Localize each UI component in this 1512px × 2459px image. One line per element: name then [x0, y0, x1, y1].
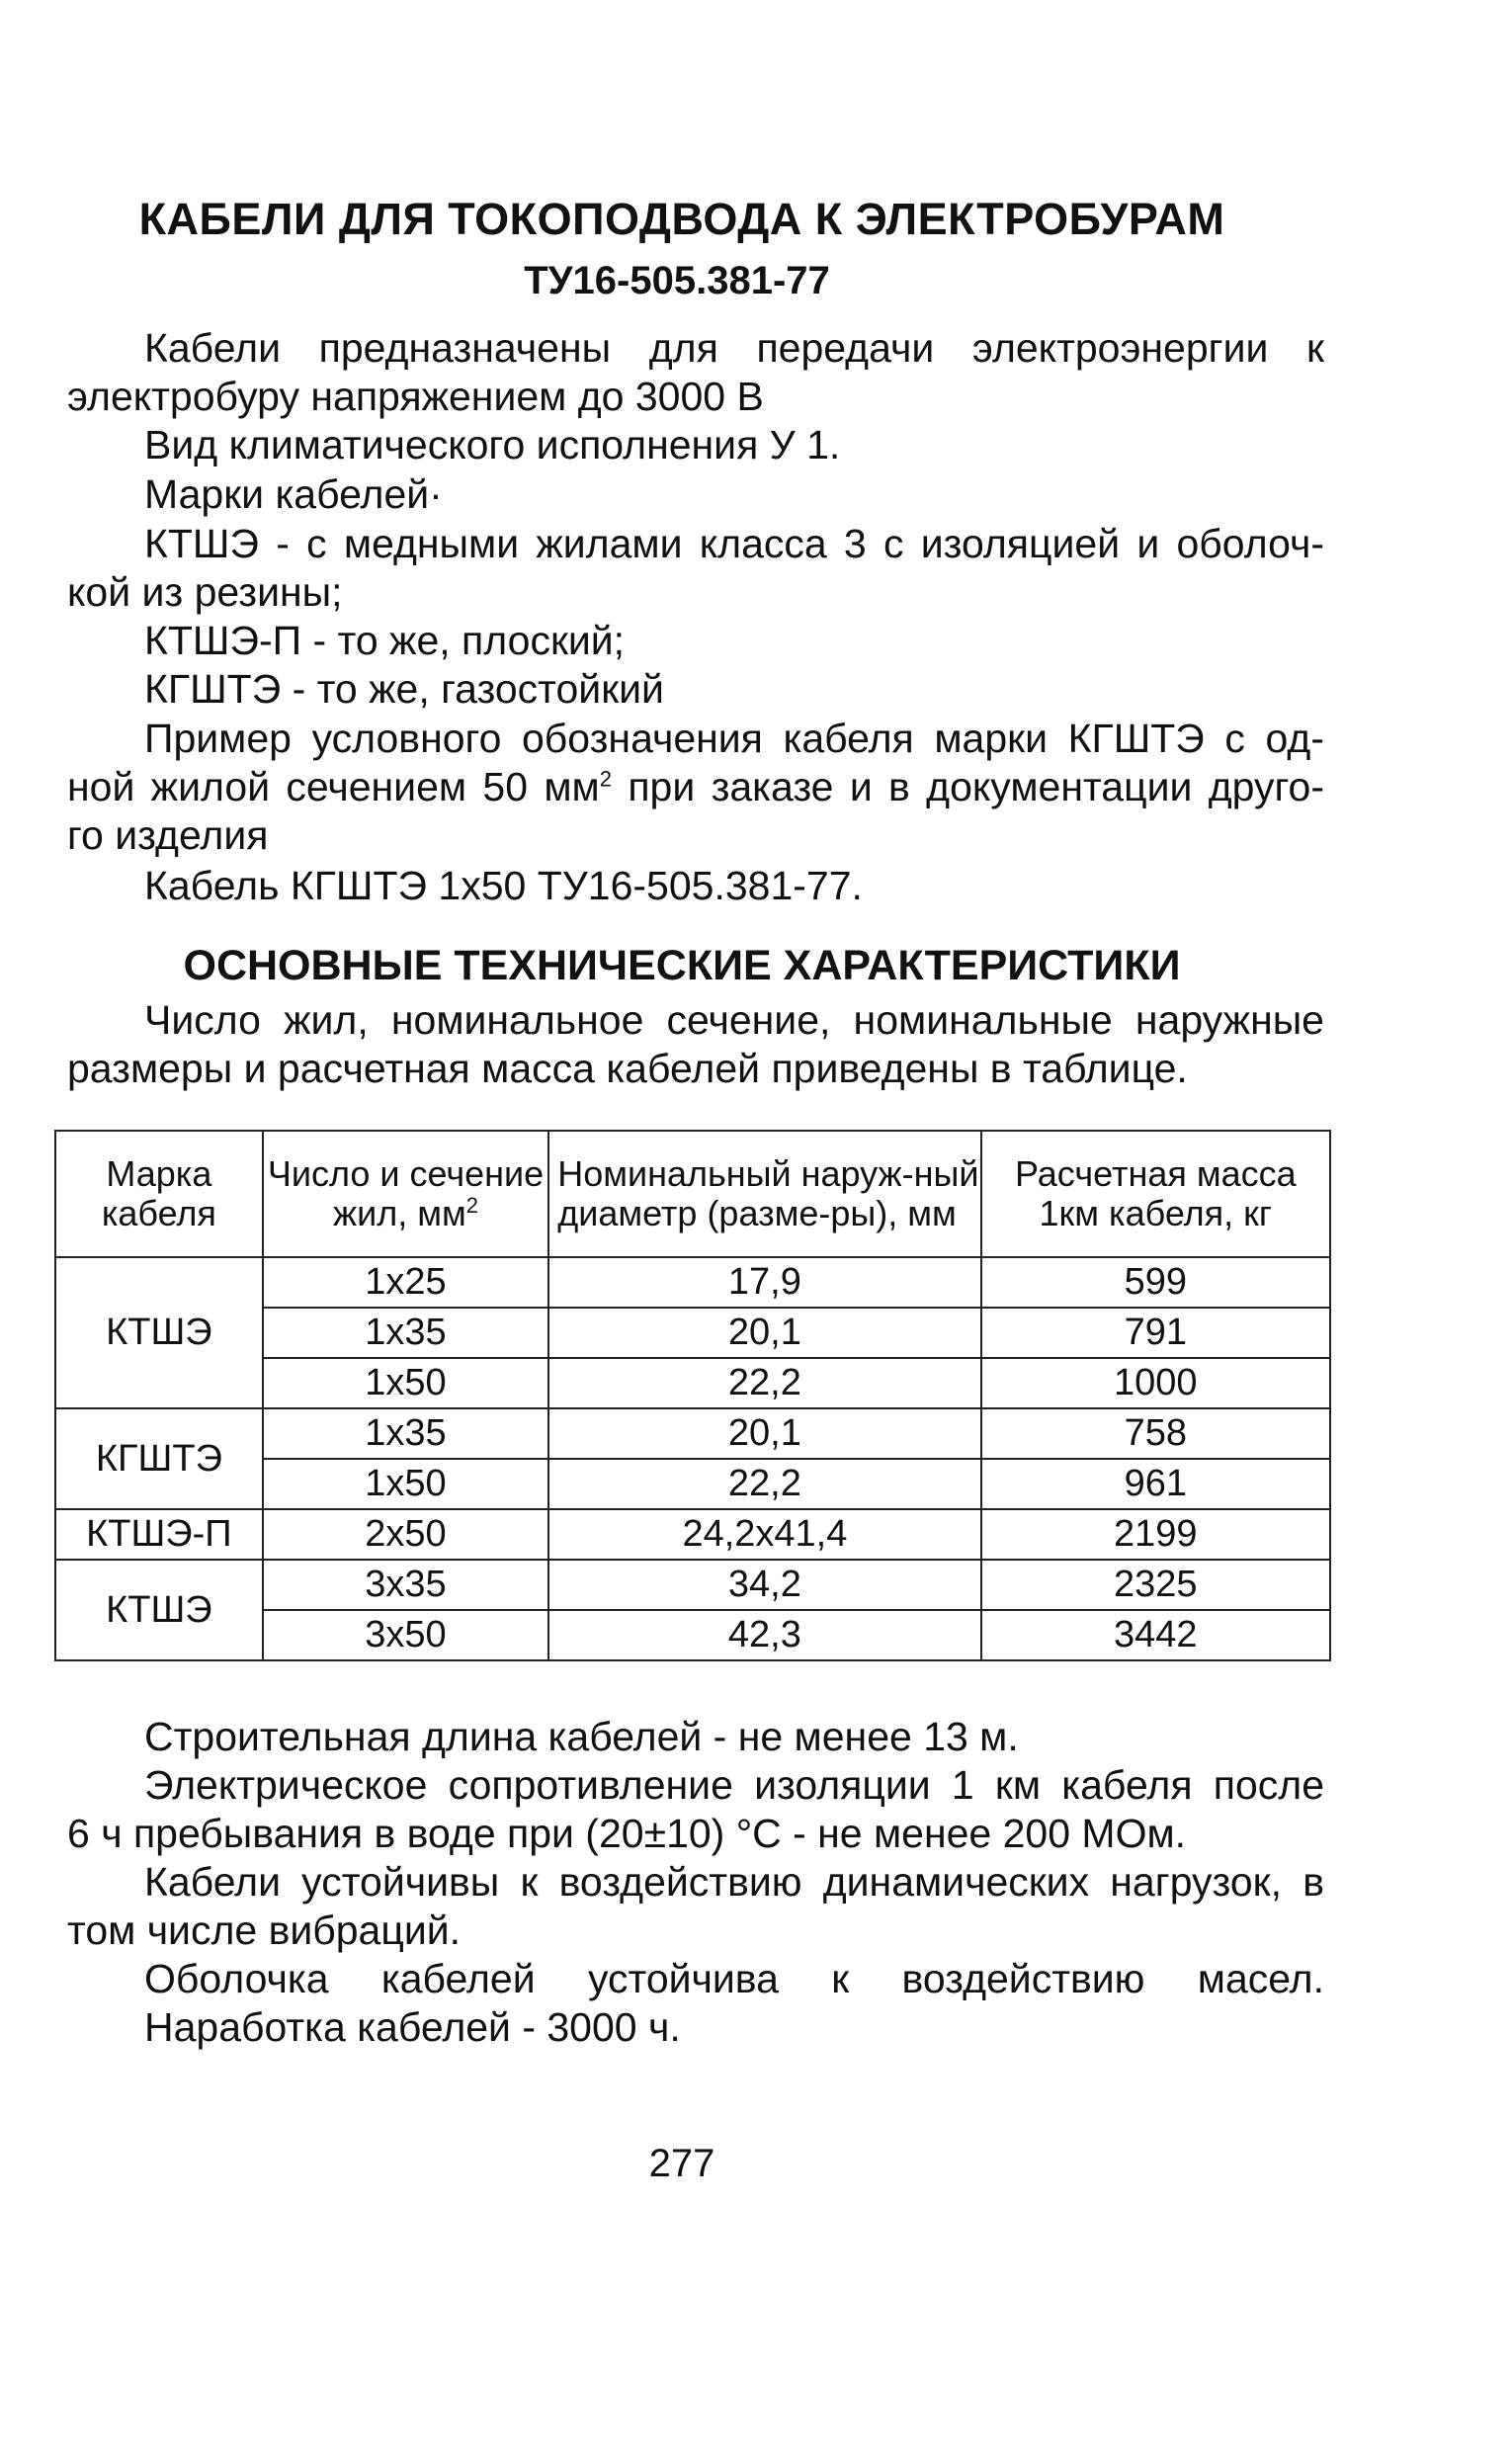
ktshe-line-2: кой из резины; [67, 569, 343, 615]
cell-cores: 1x50 [263, 1358, 548, 1408]
cell-brand: КТШЭ [55, 1257, 263, 1408]
brand-ktshe-description [67, 520, 1324, 617]
cell-cores: 1x50 [263, 1459, 548, 1509]
oil-text: Оболочка кабелей устойчива к воздействию масел. [144, 1956, 1324, 2001]
cell-cores: 1x35 [263, 1408, 548, 1459]
dynamic-line-2: том числе вибраций. [67, 1908, 462, 1953]
cell-diameter: 42,3 [548, 1610, 980, 1660]
section-intro-line-2: размеры и расчетная масса кабелей приведены в таблице. [67, 1046, 1188, 1091]
cell-mass: 961 [981, 1459, 1330, 1509]
cell-mass: 599 [981, 1257, 1330, 1308]
designation-example-value [67, 862, 1324, 910]
table-row [55, 1408, 1330, 1459]
spec-number: ТУ16-505.381-77 [524, 259, 830, 302]
page-number: 277 [648, 2142, 715, 2185]
dynamic-resistance [67, 1858, 1324, 1955]
resistance-line-2: 6 ч пребывания в воде при (20±10) °С - не менее 200 МОм. [67, 1811, 1187, 1856]
cell-diameter: 17,9 [548, 1257, 980, 1308]
cell-cores: 3x50 [263, 1610, 548, 1660]
length-text: Строительная длина кабелей - не менее 13 м. [144, 1714, 1019, 1759]
cell-cores: 3x35 [263, 1560, 548, 1610]
cell-mass: 2199 [981, 1509, 1330, 1560]
purpose-line-1: Кабели предназначены для передачи электроэнергии к [144, 325, 1324, 371]
section-intro [67, 996, 1324, 1093]
brand-kgshte-description [67, 665, 1324, 714]
page-title: КАБЕЛИ ДЛЯ ТОКОПОДВОДА К ЭЛЕКТРОБУРАМ [138, 194, 1225, 244]
dynamic-line-1: Кабели устойчивы к воздействию динамических нагрузок, в [144, 1859, 1324, 1905]
climate-text: Вид климатического исполнения У 1. [144, 422, 841, 467]
insulation-resistance [67, 1761, 1324, 1858]
cell-mass: 758 [981, 1408, 1330, 1459]
table-body [55, 1257, 1330, 1660]
lifetime-text: Наработка кабелей - 3000 ч. [144, 2004, 681, 2050]
cell-brand: КГШТЭ [55, 1408, 263, 1509]
table-row [55, 1257, 1330, 1308]
intro-purpose [67, 324, 1324, 421]
header-cores: Число и сечение жил, $мм^2$ [263, 1131, 548, 1257]
ktshe-p-text: КТШЭ-П - то же, плоский; [144, 618, 626, 663]
superscript: 2 [465, 1193, 478, 1218]
intro-climate [67, 421, 1324, 469]
table-header-row [55, 1131, 1330, 1257]
cell-mass: 3442 [981, 1610, 1330, 1660]
purpose-line-2: электробуру напряжением до 3000 В [67, 374, 764, 419]
cell-cores: 1x35 [263, 1308, 548, 1358]
cell-mass: 1000 [981, 1358, 1330, 1408]
service-life [67, 2003, 1324, 2052]
designation-example [67, 715, 1324, 860]
resistance-line-1: Электрическое сопротивление изоляции 1 км кабеля после [144, 1762, 1324, 1808]
cell-diameter: 20,1 [548, 1408, 980, 1459]
cell-cores: 2x50 [263, 1509, 548, 1560]
example-line-3: го изделия [67, 812, 269, 858]
brands-heading-text: Марки кабелей· [144, 471, 443, 517]
example-line-1: Пример условного обозначения кабеля марки КГШТЭ с од- [144, 716, 1324, 761]
section-intro-line-1: Число жил, номинальное сечение, номинальные наружные [144, 997, 1324, 1043]
cable-spec-table [54, 1130, 1331, 1661]
cell-brand: КТШЭ-П [55, 1509, 263, 1560]
brand-ktshe-p-description [67, 617, 1324, 665]
cell-cores: 1x25 [263, 1257, 548, 1308]
example-value-text: Кабель КГШТЭ 1x50 ТУ16-505.381-77. [144, 863, 863, 908]
cell-diameter: 22,2 [548, 1459, 980, 1509]
intro-brands-heading [67, 470, 1324, 519]
cell-mass: 791 [981, 1308, 1330, 1358]
header-mass: Расчетная масса 1км кабеля, кг [981, 1131, 1330, 1257]
table-row [55, 1509, 1330, 1560]
ktshe-line-1: КТШЭ - с медными жилами класса 3 с изоляцией и оболоч- [144, 521, 1324, 566]
cell-diameter: 34,2 [548, 1560, 980, 1610]
superscript: 2 [599, 766, 612, 792]
table-row [55, 1560, 1330, 1610]
section-title: ОСНОВНЫЕ ТЕХНИЧЕСКИЕ ХАРАКТЕРИСТИКИ [183, 942, 1181, 989]
cell-mass: 2325 [981, 1560, 1330, 1610]
construction-length [67, 1713, 1324, 1761]
kgshte-text: КГШТЭ - то же, газостойкий [144, 666, 664, 712]
header-diameter: Номинальный наруж-ный диаметр (разме-ры), мм [548, 1131, 980, 1257]
example-line-2: ной жилой сечением 50 $мм^2$ при заказе и в документации друго- [67, 764, 1324, 809]
cell-diameter: 24,2x41,4 [548, 1509, 980, 1560]
header-brand: Марка кабеля [55, 1131, 263, 1257]
cell-brand: КТШЭ [55, 1560, 263, 1660]
cell-diameter: 20,1 [548, 1308, 980, 1358]
cell-diameter: 22,2 [548, 1358, 980, 1408]
oil-resistance [67, 1955, 1324, 2003]
